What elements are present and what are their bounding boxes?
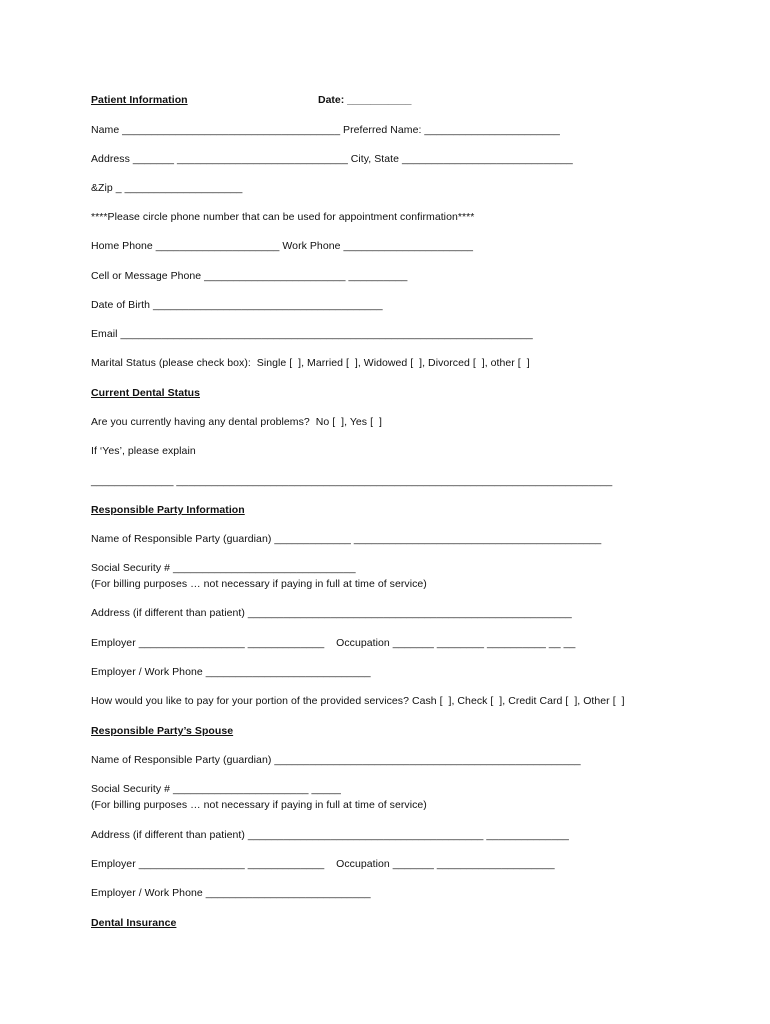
home-work-phone-field[interactable]: Home Phone _____________________ Work Phone ______________________	[91, 240, 474, 252]
marital-status-field[interactable]: Marital Status (please check box): Single [ ], Married [ ], Widowed [ ], Divorced [ ], other [ ]	[91, 357, 530, 369]
explain-field[interactable]: ______________ __________________________________________________________________________	[91, 475, 613, 487]
responsible-party-address-field[interactable]: Address (if different than patient) _______________________________________________________	[91, 607, 572, 619]
name-field[interactable]: Name _____________________________________ Preferred Name: _______________________	[91, 124, 560, 136]
phone-note: ****Please circle phone number that can be used for appointment confirmation****	[91, 211, 475, 223]
spouse-employer-field[interactable]: Employer __________________ _____________ Occupation _______ ____________________	[91, 858, 555, 870]
date-field[interactable]: Date: ___________	[318, 94, 412, 106]
responsible-party-work-phone-field[interactable]: Employer / Work Phone ____________________________	[91, 666, 371, 678]
responsible-party-ssn-field[interactable]: Social Security # _______________________________	[91, 562, 356, 574]
spouse-billing-note: (For billing purposes … not necessary if paying in full at time of service)	[91, 799, 427, 811]
dental-problems-field[interactable]: Are you currently having any dental problems? No [ ], Yes [ ]	[91, 416, 382, 428]
responsible-party-spouse-heading: Responsible Party’s Spouse	[91, 725, 234, 737]
responsible-party-heading: Responsible Party Information	[91, 504, 245, 516]
spouse-address-field[interactable]: Address (if different than patient) ________________________________________ ______________	[91, 829, 569, 841]
email-field[interactable]: Email ______________________________________________________________________	[91, 328, 533, 340]
current-dental-status-heading: Current Dental Status	[91, 387, 200, 399]
responsible-party-billing-note: (For billing purposes … not necessary if paying in full at time of service)	[91, 578, 427, 590]
spouse-work-phone-field[interactable]: Employer / Work Phone ____________________________	[91, 887, 371, 899]
responsible-party-name-field[interactable]: Name of Responsible Party (guardian) _____________ __________________________________________	[91, 533, 602, 545]
spouse-ssn-field[interactable]: Social Security # _______________________ _____	[91, 783, 341, 795]
address-field[interactable]: Address _______ _____________________________ City, State _____________________________	[91, 153, 573, 165]
explain-label: If ‘Yes’, please explain	[91, 445, 196, 457]
payment-method-field[interactable]: How would you like to pay for your portion of the provided services? Cash [ ], Check [ ], Credit Card [ ], Other [ ]	[91, 695, 625, 707]
cell-phone-field[interactable]: Cell or Message Phone ________________________ __________	[91, 270, 408, 282]
zip-field[interactable]: &Zip _ ____________________	[91, 182, 243, 194]
dental-insurance-heading: Dental Insurance	[91, 917, 177, 929]
date-of-birth-field[interactable]: Date of Birth _______________________________________	[91, 299, 383, 311]
spouse-name-field[interactable]: Name of Responsible Party (guardian) ____________________________________________________	[91, 754, 581, 766]
responsible-party-employer-field[interactable]: Employer __________________ _____________ Occupation _______ ________ __________ __ __	[91, 637, 576, 649]
patient-information-heading: Patient Information	[91, 94, 188, 106]
